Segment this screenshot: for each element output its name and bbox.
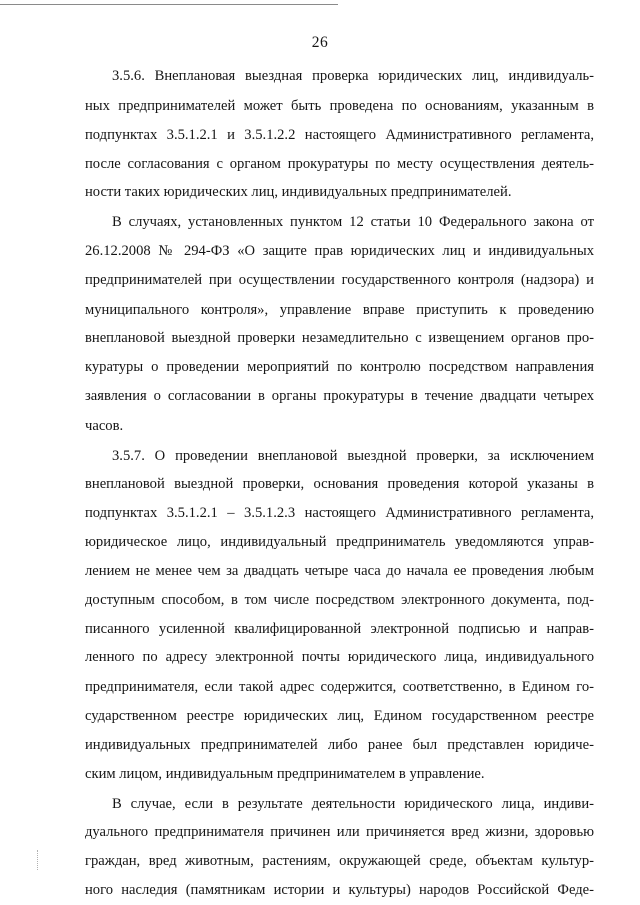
text-line: дуального предпринимателя причинен или причиняется вред жизни, здоровью xyxy=(85,824,594,841)
text-line: после согласования с органом прокуратуры по месту осуществления деятель- xyxy=(85,155,594,172)
text-line: предпринимателя, если такой адрес содержится, соответственно, в Едином го- xyxy=(85,679,594,696)
text-line: ного наследия (памятникам истории и культуры) народов Российской Феде- xyxy=(85,882,594,898)
text-line: 3.5.7. О проведении внеплановой выездной проверки, за исключением xyxy=(112,447,594,464)
text-line: 26.12.2008 № 294-ФЗ «О защите прав юридических лиц и индивидуальных xyxy=(85,242,594,259)
text-line: подпунктах 3.5.1.2.1 и 3.5.1.2.2 настоящего Административного регламента, xyxy=(85,126,594,143)
text-line: юридическое лицо, индивидуальный предприниматель уведомляются управ- xyxy=(85,534,594,551)
margin-mark xyxy=(37,850,39,870)
text-line: писанного усиленной квалифицированной электронной подписью и направ- xyxy=(85,620,594,637)
text-line: В случае, если в результате деятельности юридического лица, индиви- xyxy=(112,795,594,812)
text-line: ским лицом, индивидуальным предпринимателем в управление. xyxy=(85,765,485,782)
text-line: лением не менее чем за двадцать четыре часа до начала ее проведения любым xyxy=(85,562,594,579)
text-line: внеплановой выездной проверки, основания проведения которой указаны в xyxy=(85,476,594,493)
text-line: часов. xyxy=(85,417,124,434)
text-line: ленного по адресу электронной почты юридического лица, индивидуального xyxy=(85,649,594,666)
text-line: подпунктах 3.5.1.2.1 – 3.5.1.2.3 настоящего Административного регламента, xyxy=(85,505,594,522)
text-line: предпринимателей при осуществлении государственного контроля (надзора) и xyxy=(85,271,594,288)
text-line: индивидуальных предпринимателей либо ранее был представлен юридиче- xyxy=(85,736,594,753)
text-line: заявления о согласовании в органы прокуратуры в течение двадцати четырех xyxy=(85,388,594,404)
text-line: 3.5.6. Внеплановая выездная проверка юридических лиц, индивидуаль- xyxy=(112,68,594,84)
text-line: доступным способом, в том числе посредством электронного документа, под- xyxy=(85,591,594,608)
text-line: муниципального контроля», управление вправе приступить к проведению xyxy=(85,301,594,318)
text-line: ных предпринимателей может быть проведена по основаниям, указанным в xyxy=(85,97,594,114)
text-line: сударственном реестре юридических лиц, Едином государственном реестре xyxy=(85,708,594,725)
page-number: 26 xyxy=(311,34,329,51)
text-line: ности таких юридических лиц, индивидуальных предпринимателей. xyxy=(85,184,512,201)
text-line: граждан, вред животным, растениям, окружающей среде, объектам культур- xyxy=(85,853,594,870)
text-line: внеплановой выездной проверки незамедлительно с извещением органов про- xyxy=(85,330,594,347)
top-rule xyxy=(0,4,338,5)
text-line: куратуры о проведении мероприятий по контролю посредством направления xyxy=(85,359,594,376)
text-line: В случаях, установленных пунктом 12 статьи 10 Федерального закона от xyxy=(112,214,594,231)
